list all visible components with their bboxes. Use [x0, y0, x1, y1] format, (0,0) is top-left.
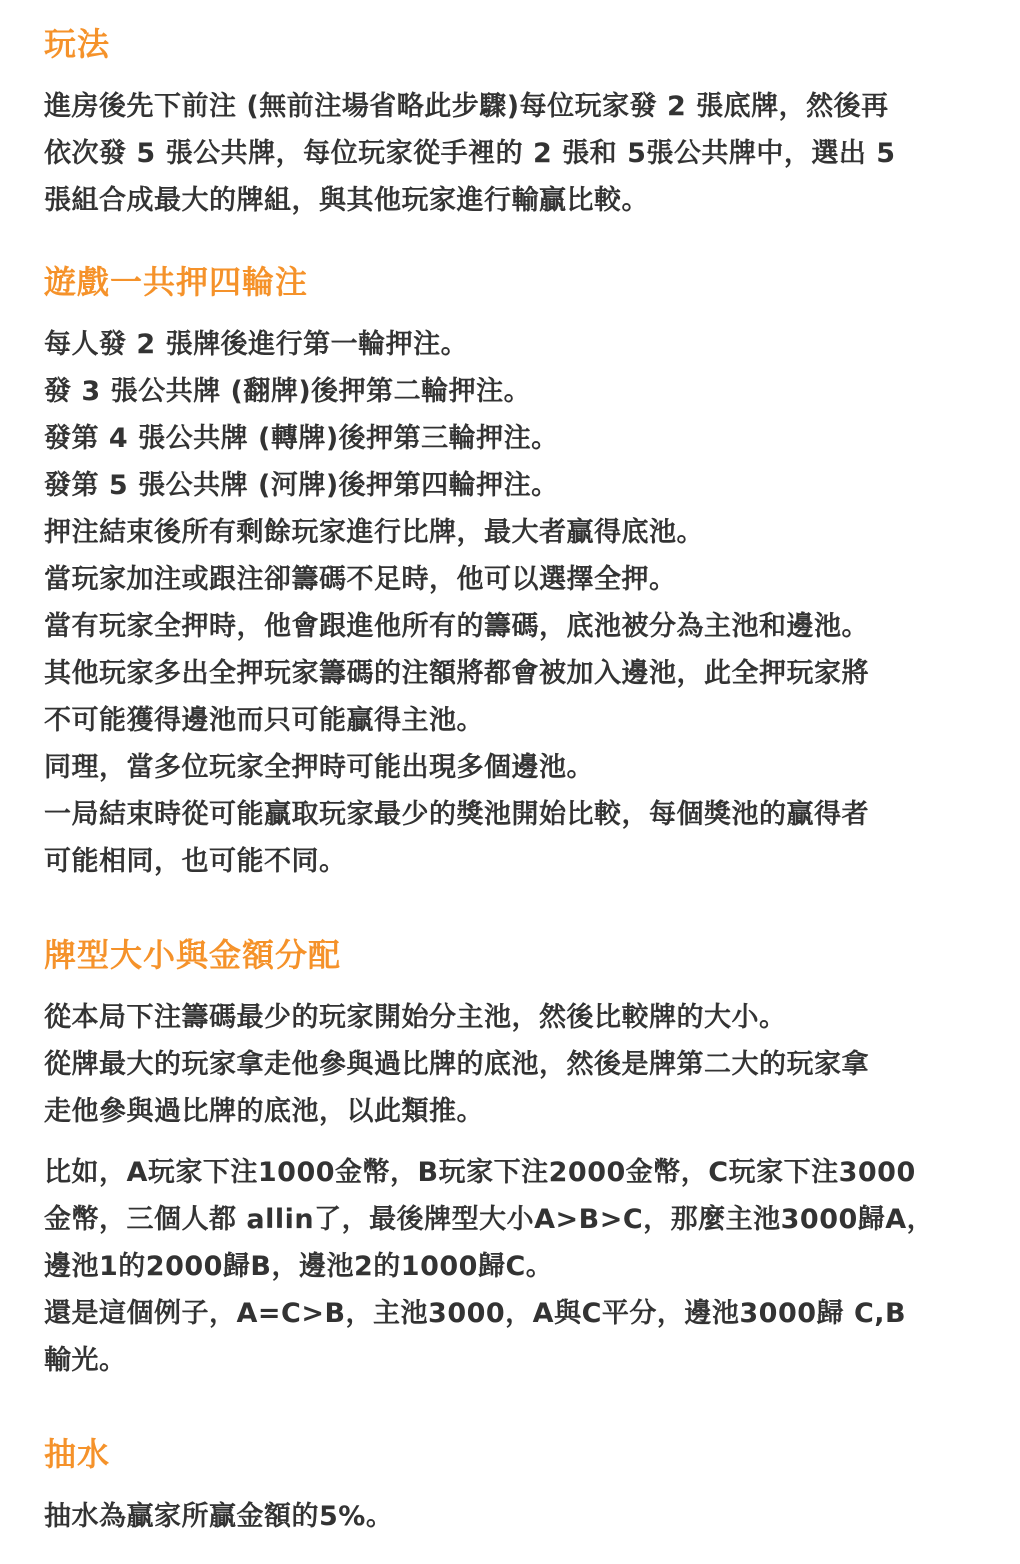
paragraph-line: 發 3 張公共牌 (翻牌)後押第二輪押注。 [44, 376, 532, 407]
paragraph-line: 走他參與過比牌的底池，以此類推。 [44, 1096, 484, 1127]
payout-paragraph [44, 994, 976, 1135]
paragraph-line: 當玩家加注或跟注卻籌碼不足時，他可以選擇全押。 [44, 564, 677, 595]
paragraph-line: 同理，當多位玩家全押時可能出現多個邊池。 [44, 752, 594, 783]
paragraph-line: 不可能獲得邊池而只可能贏得主池。 [44, 705, 484, 736]
paragraph-line: 當有玩家全押時，他會跟進他所有的籌碼，底池被分為主池和邊池。 [44, 611, 869, 642]
paragraph-line: 從牌最大的玩家拿走他參與過比牌的底池，然後是牌第二大的玩家拿 [44, 1049, 869, 1080]
section-title-betting-rounds: 遊戲一共押四輪注 [44, 263, 309, 301]
section-title-rake: 抽水 [44, 1435, 111, 1473]
payout-example-paragraph [44, 1149, 976, 1384]
section-title-hand-ranking-payout: 牌型大小與金額分配 [44, 936, 342, 974]
paragraph-line: 金幣，三個人都 allin了，最後牌型大小A>B>C，那麼主池3000歸A， [44, 1204, 935, 1235]
paragraph-line: 邊池1的2000歸B，邊池2的1000歸C。 [44, 1251, 554, 1282]
paragraph-line: 發第 5 張公共牌 (河牌)後押第四輪押注。 [44, 470, 559, 501]
paragraph-line: 依次發 5 張公共牌，每位玩家從手裡的 2 張和 5張公共牌中，選出 5 [44, 138, 896, 169]
paragraph-line: 張組合成最大的牌組，與其他玩家進行輸贏比較。 [44, 185, 649, 216]
paragraph-line: 輸光。 [44, 1345, 127, 1376]
paragraph-line: 還是這個例子，A=C>B，主池3000，A與C平分，邊池3000歸 C,B [44, 1298, 907, 1329]
paragraph-line: 比如，A玩家下注1000金幣，B玩家下注2000金幣，C玩家下注3000 [44, 1157, 916, 1188]
section-title-gameplay: 玩法 [44, 25, 111, 63]
paragraph-line: 抽水為贏家所贏金額的5%。 [44, 1501, 394, 1532]
paragraph-line: 其他玩家多出全押玩家籌碼的注額將都會被加入邊池，此全押玩家將 [44, 658, 869, 689]
betting-rounds-paragraph [44, 321, 976, 885]
rake-paragraph [44, 1493, 976, 1540]
paragraph-line: 發第 4 張公共牌 (轉牌)後押第三輪押注。 [44, 423, 559, 454]
paragraph-line: 可能相同，也可能不同。 [44, 846, 347, 877]
paragraph-line: 從本局下注籌碼最少的玩家開始分主池，然後比較牌的大小。 [44, 1002, 787, 1033]
gameplay-paragraph [44, 83, 976, 224]
paragraph-line: 每人發 2 張牌後進行第一輪押注。 [44, 329, 469, 360]
paragraph-line: 押注結束後所有剩餘玩家進行比牌，最大者贏得底池。 [44, 517, 704, 548]
paragraph-line: 進房後先下前注 (無前注場省略此步驟)每位玩家發 2 張底牌，然後再 [44, 91, 889, 122]
paragraph-line: 一局結束時從可能贏取玩家最少的獎池開始比較，每個獎池的贏得者 [44, 799, 869, 830]
